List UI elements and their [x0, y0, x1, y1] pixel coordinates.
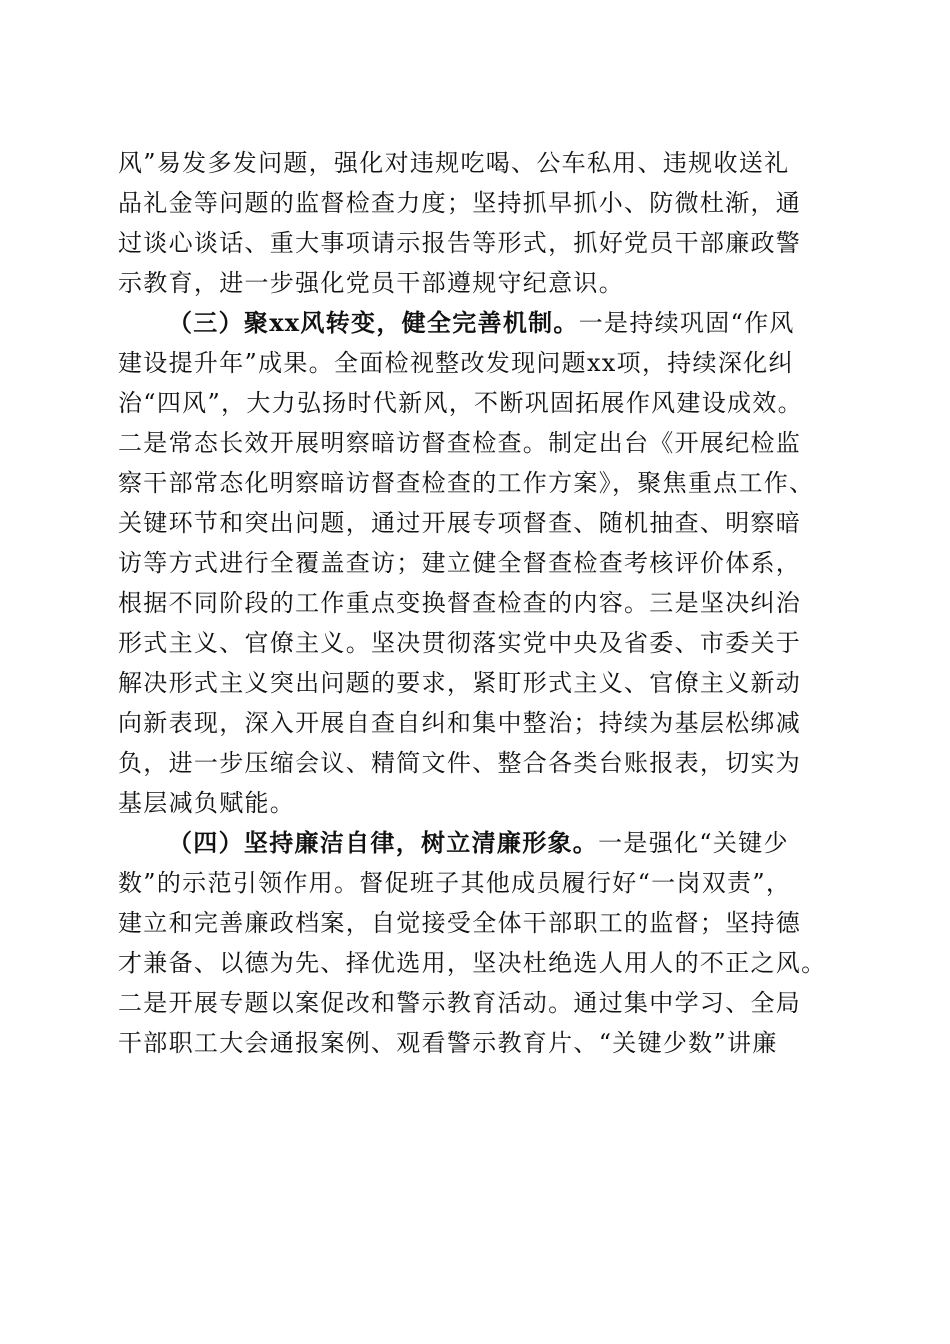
text-line: 风”易发多发问题，强化对违规吃喝、公车私用、违规收送礼: [118, 149, 790, 177]
paragraph-2: [118, 303, 838, 823]
text-line: 解决形式主义突出问题的要求，紧盯形式主义、官僚主义新动: [118, 669, 802, 697]
text-line: 察干部常态化明察暗访督查检查的工作方案》，聚焦重点工作、: [118, 469, 815, 497]
text-line: 形式主义、官僚主义。坚决贯彻落实党中央及省委、市委关于: [118, 629, 802, 657]
text-line: 过谈心谈话、重大事项请示报告等形式，抓好党员干部廉政警: [118, 229, 802, 257]
text-segment: 一是强化“关键少: [598, 829, 789, 857]
text-line: 访等方式进行全覆盖查访；建立健全督查检查考核评价体系，: [118, 549, 802, 577]
paragraph-first-line: [118, 823, 838, 863]
text-line: 二是常态长效开展明察暗访督查检查。制定出台《开展纪检监: [118, 429, 802, 457]
document-body: [118, 143, 838, 1063]
text-line: 向新表现，深入开展自查自纠和集中整治；持续为基层松绑减: [118, 709, 802, 737]
paragraph-1: [118, 143, 838, 303]
text-line: 二是开展专题以案促改和警示教育活动。通过集中学习、全局: [118, 989, 802, 1017]
text-line: 治“四风”，大力弘扬时代新风，不断巩固拓展作风建设成效。: [118, 389, 803, 417]
text-line: 负，进一步压缩会议、精简文件、整合各类台账报表，切实为: [118, 749, 802, 777]
text-line: 基层减负赋能。: [118, 789, 296, 817]
text-line: 建设提升年”成果。全面检视整改发现问题xx项，持续深化纠: [118, 349, 794, 377]
section-heading: （四）坚持廉洁自律，树立清廉形象。: [168, 828, 599, 857]
text-line: 建立和完善廉政档案，自觉接受全体干部职工的监督；坚持德: [118, 909, 802, 937]
paragraph-3: [118, 823, 838, 1063]
section-heading: （三）聚xx风转变，健全完善机制。: [168, 308, 579, 337]
text-line: 干部职工大会通报案例、观看警示教育片、“关键少数”讲廉: [118, 1029, 778, 1057]
text-line: 示教育，进一步强化党员干部遵规守纪意识。: [118, 269, 624, 297]
paragraph-first-line: [118, 303, 838, 343]
text-segment: 一是持续巩固“作风: [578, 309, 795, 337]
text-line: 根据不同阶段的工作重点变换督查检查的内容。三是坚决纠治: [118, 589, 802, 617]
text-line: 才兼备、以德为先、择优选用，坚决杜绝选人用人的不正之风。: [118, 949, 827, 977]
text-line: 数”的示范引领作用。督促班子其他成员履行好“一岗双责”，: [118, 869, 792, 897]
text-line: 品礼金等问题的监督检查力度；坚持抓早抓小、防微杜渐，通: [118, 189, 802, 217]
text-line: 关键环节和突出问题，通过开展专项督查、随机抽查、明察暗: [118, 509, 802, 537]
